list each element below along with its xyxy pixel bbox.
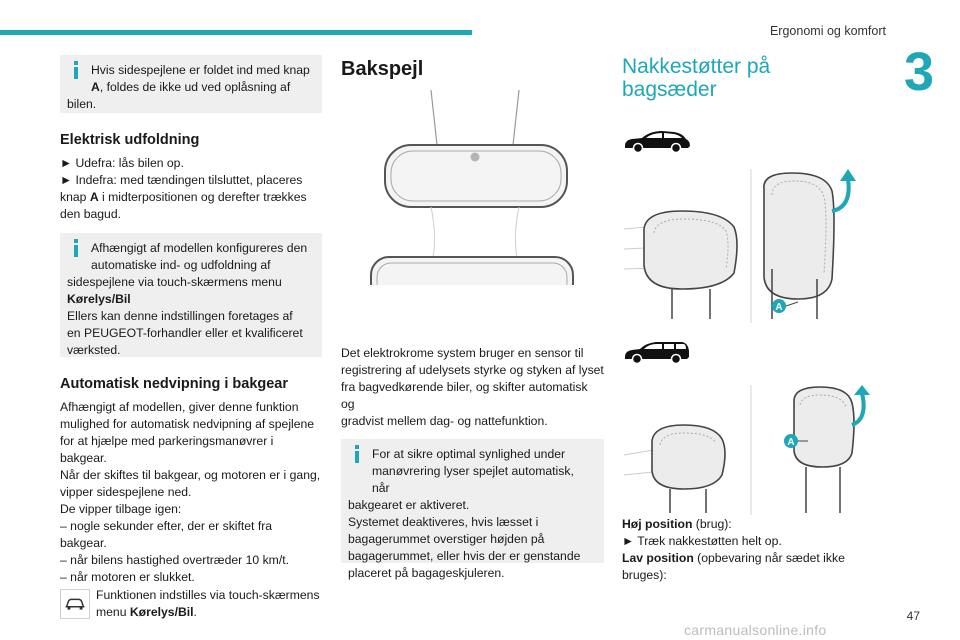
rearview-mirror-illustration [341,85,604,285]
column-right [622,55,884,582]
info-text: Afhængigt af modellen konfigureres den [91,241,308,255]
elektrisk-text [60,155,322,223]
text-bold: A [89,190,99,204]
text-line: Når der skiftes til bakgear, og motoren er i gang, [60,468,321,482]
text-line: ► Udefra: lås bilen op. [60,156,184,170]
watermark: carmanualsonline.info [684,622,827,638]
heading-automatisk-nedvipning: Automatisk nedvipning i bakgear [60,376,289,392]
text-line: i midterpositionen og derefter trækkes [98,190,307,204]
label-a-marker: A [787,437,795,448]
info-text: en PEUGEOT-forhandler eller et kvalificeret [67,326,303,340]
info-text: bakgearet er aktiveret. [348,498,470,512]
text-line: (opbevaring når sædet ikke [693,551,845,565]
text-line: for at hjælpe med parkeringsmanøvrer i bakgear. [60,434,274,465]
text-line: – nogle sekunder efter, der er skiftet fra bakgear. [60,519,273,550]
text-line: knap [60,190,90,204]
header-accent-bar [0,30,472,35]
text-line: fra bagvedkørende biler, og skifter automatisk og [341,380,588,411]
info-icon [66,238,86,258]
info-text: sidespejlene via touch-skærmens menu [67,275,282,289]
info-text: Hvis sidespejlene er foldet ind med knap [91,63,310,77]
info-icon [347,444,367,464]
text-line: De vipper tilbage igen: [60,502,182,516]
info-text: , foldes de ikke ud ved oplåsning af [99,80,291,94]
mpv-car-icon [622,339,692,365]
info-icon [66,60,86,80]
info-text: automatiske ind- og udfoldning af [91,258,271,272]
info-text: Ellers kan denne indstillingen foretages af [67,309,293,323]
text-line: den bagud. [60,207,121,221]
info-text: manøvrering lyser spejlet automatisk, når [372,464,574,495]
car-settings-icon [60,589,90,619]
text-line: (brug): [692,517,732,531]
info-box-mirror [341,439,604,580]
headrest-illustration-mpv [622,385,884,515]
auto-text [60,399,322,586]
heading-nakkestotter-2: bagsæder [622,78,717,101]
chapter-number: 3 [904,42,935,102]
label-a-marker: A [775,302,783,313]
headrest-illustration-suv [622,169,884,323]
info-text: For at sikre optimal synlighed under [372,447,566,461]
info-text: bagagerummet, eller hvis der er genstande [348,549,581,563]
text-line: Afhængigt af modellen, giver denne funktion [60,400,299,414]
heading-bakspejl: Bakspejl [341,58,424,80]
section-title: Ergonomi og komfort [769,24,886,38]
page-number: 47 [906,609,920,623]
text-line: bruges): [622,568,667,582]
text-line: – når motoren er slukket. [60,570,195,584]
car-note [60,587,322,623]
text-bold: Kørelys/Bil [129,605,194,619]
text-line: registrering af udelysets styrke og styken af lyset [341,363,604,377]
heading-elektrisk-udfoldning: Elektrisk udfoldning [60,132,200,148]
text-bold: Lav position [622,551,694,565]
column-middle [341,55,604,580]
text-line: ► Træk nakkestøtten helt op. [622,534,782,548]
info-box-config [60,233,322,357]
info-text: bagagerummet overstiger højden på [348,532,545,546]
text-line: menu [96,605,130,619]
text-line: vipper sidespejlene ned. [60,485,192,499]
info-text-bold: Kørelys/Bil [67,292,131,306]
info-text: bilen. [67,97,97,111]
text-line: ► Indefra: med tændingen tilsluttet, placeres [60,173,303,187]
headrest-instructions [622,516,884,584]
text-line: – når bilens hastighed overtræder 10 km/t. [60,553,289,567]
suv-car-icon [622,128,692,154]
text-line: Funktionen indstilles via touch-skærmens [96,588,320,602]
info-box-folded [60,55,322,113]
info-text: værksted. [67,343,121,357]
info-text: Systemet deaktiveres, hvis læsset i [348,515,539,529]
text-line: . [193,605,197,619]
info-text: placeret på bagageskjuleren. [348,566,505,580]
heading-nakkestotter-1: Nakkestøtter på [622,55,771,78]
bakspejl-description [341,345,604,430]
text-line: gradvist mellem dag- og nattefunktion. [341,414,548,428]
text-bold: Høj position [622,517,693,531]
text-line: mulighed for automatisk nedvipning af spejlene [60,417,315,431]
column-left [60,55,322,623]
text-line: Det elektrokrome system bruger en sensor til [341,346,584,360]
info-text-bold: A [91,80,100,94]
